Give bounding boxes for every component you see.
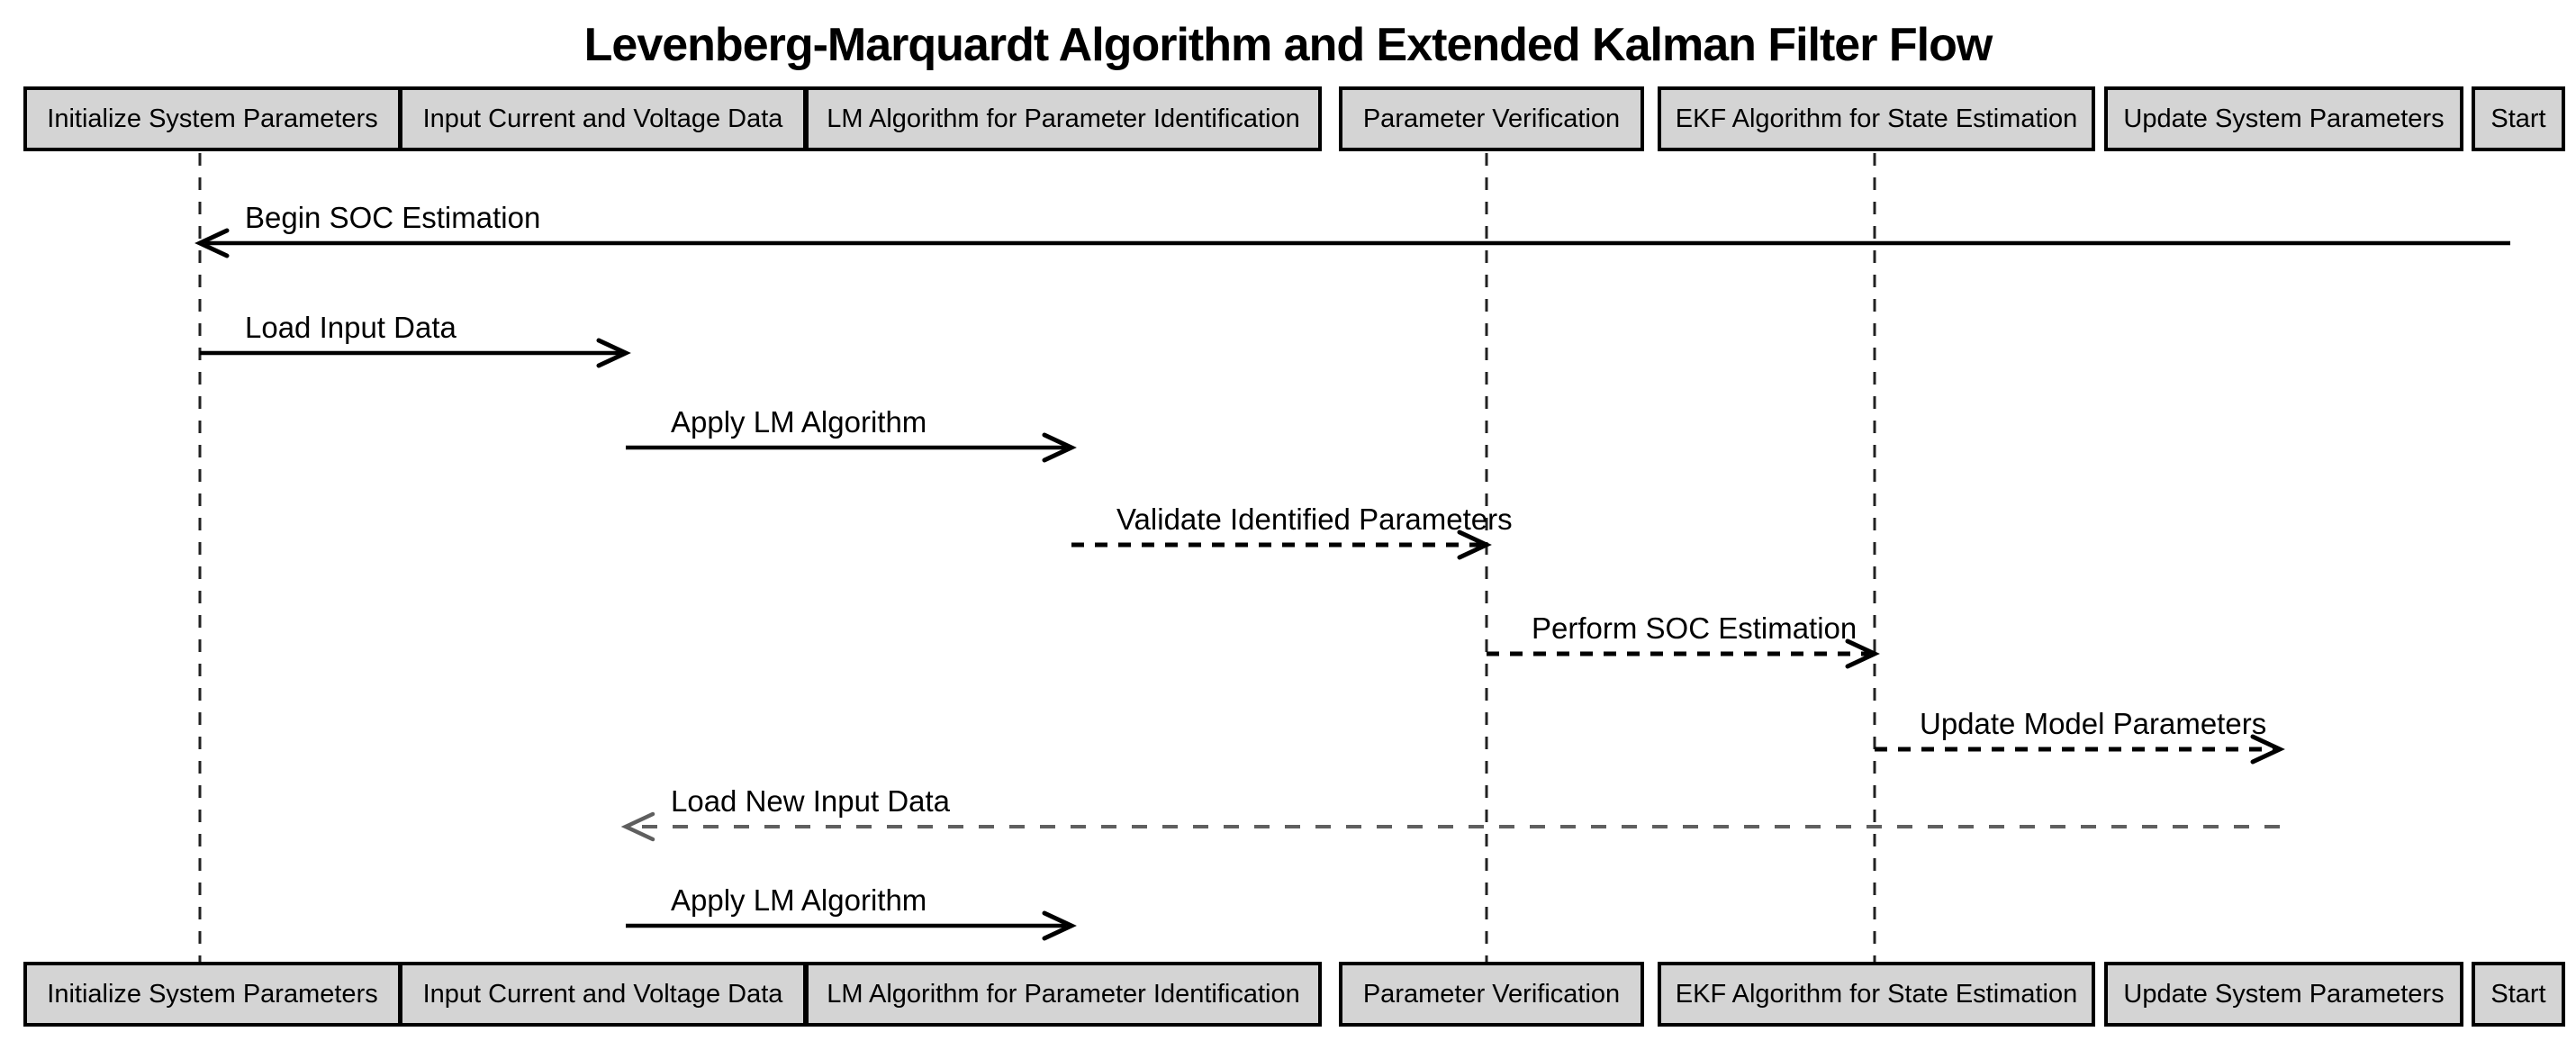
actor-label: Input Current and Voltage Data bbox=[422, 104, 783, 133]
actor-label: Start bbox=[2490, 104, 2546, 133]
message-label: Load New Input Data bbox=[671, 784, 951, 818]
message-0 bbox=[200, 201, 2510, 256]
actor-label: Input Current and Voltage Data bbox=[422, 979, 783, 1009]
actor-label: EKF Algorithm for State Estimation bbox=[1675, 104, 2078, 133]
message-3 bbox=[1071, 502, 1513, 557]
actor-label: Parameter Verification bbox=[1362, 104, 1621, 133]
message-2 bbox=[626, 405, 1071, 460]
actor-label: LM Algorithm for Parameter Identification bbox=[827, 104, 1300, 133]
actor-label: Initialize System Parameters bbox=[47, 979, 378, 1009]
actor-label: Initialize System Parameters bbox=[47, 104, 378, 133]
message-6 bbox=[626, 784, 2280, 839]
message-label: Apply LM Algorithm bbox=[671, 405, 927, 439]
message-label: Perform SOC Estimation bbox=[1532, 611, 1857, 645]
actor-label: Update System Parameters bbox=[2123, 104, 2445, 133]
message-label: Update Model Parameters bbox=[1920, 707, 2267, 740]
actor-label: Update System Parameters bbox=[2123, 979, 2445, 1009]
actor-label: Start bbox=[2490, 979, 2546, 1009]
actor-label: EKF Algorithm for State Estimation bbox=[1675, 979, 2078, 1009]
actor-label: Parameter Verification bbox=[1362, 979, 1621, 1009]
message-label: Load Input Data bbox=[245, 311, 456, 344]
diagram-title: Levenberg-Marquardt Algorithm and Extended Kalman Filter Flow bbox=[583, 19, 1993, 71]
message-7 bbox=[626, 883, 1071, 938]
message-label: Begin SOC Estimation bbox=[245, 201, 541, 234]
message-5 bbox=[1875, 707, 2280, 762]
message-1 bbox=[200, 311, 626, 366]
message-label: Validate Identified Parameters bbox=[1116, 502, 1513, 536]
message-4 bbox=[1487, 611, 1875, 666]
message-label: Apply LM Algorithm bbox=[671, 883, 927, 917]
actor-label: LM Algorithm for Parameter Identification bbox=[827, 979, 1300, 1009]
